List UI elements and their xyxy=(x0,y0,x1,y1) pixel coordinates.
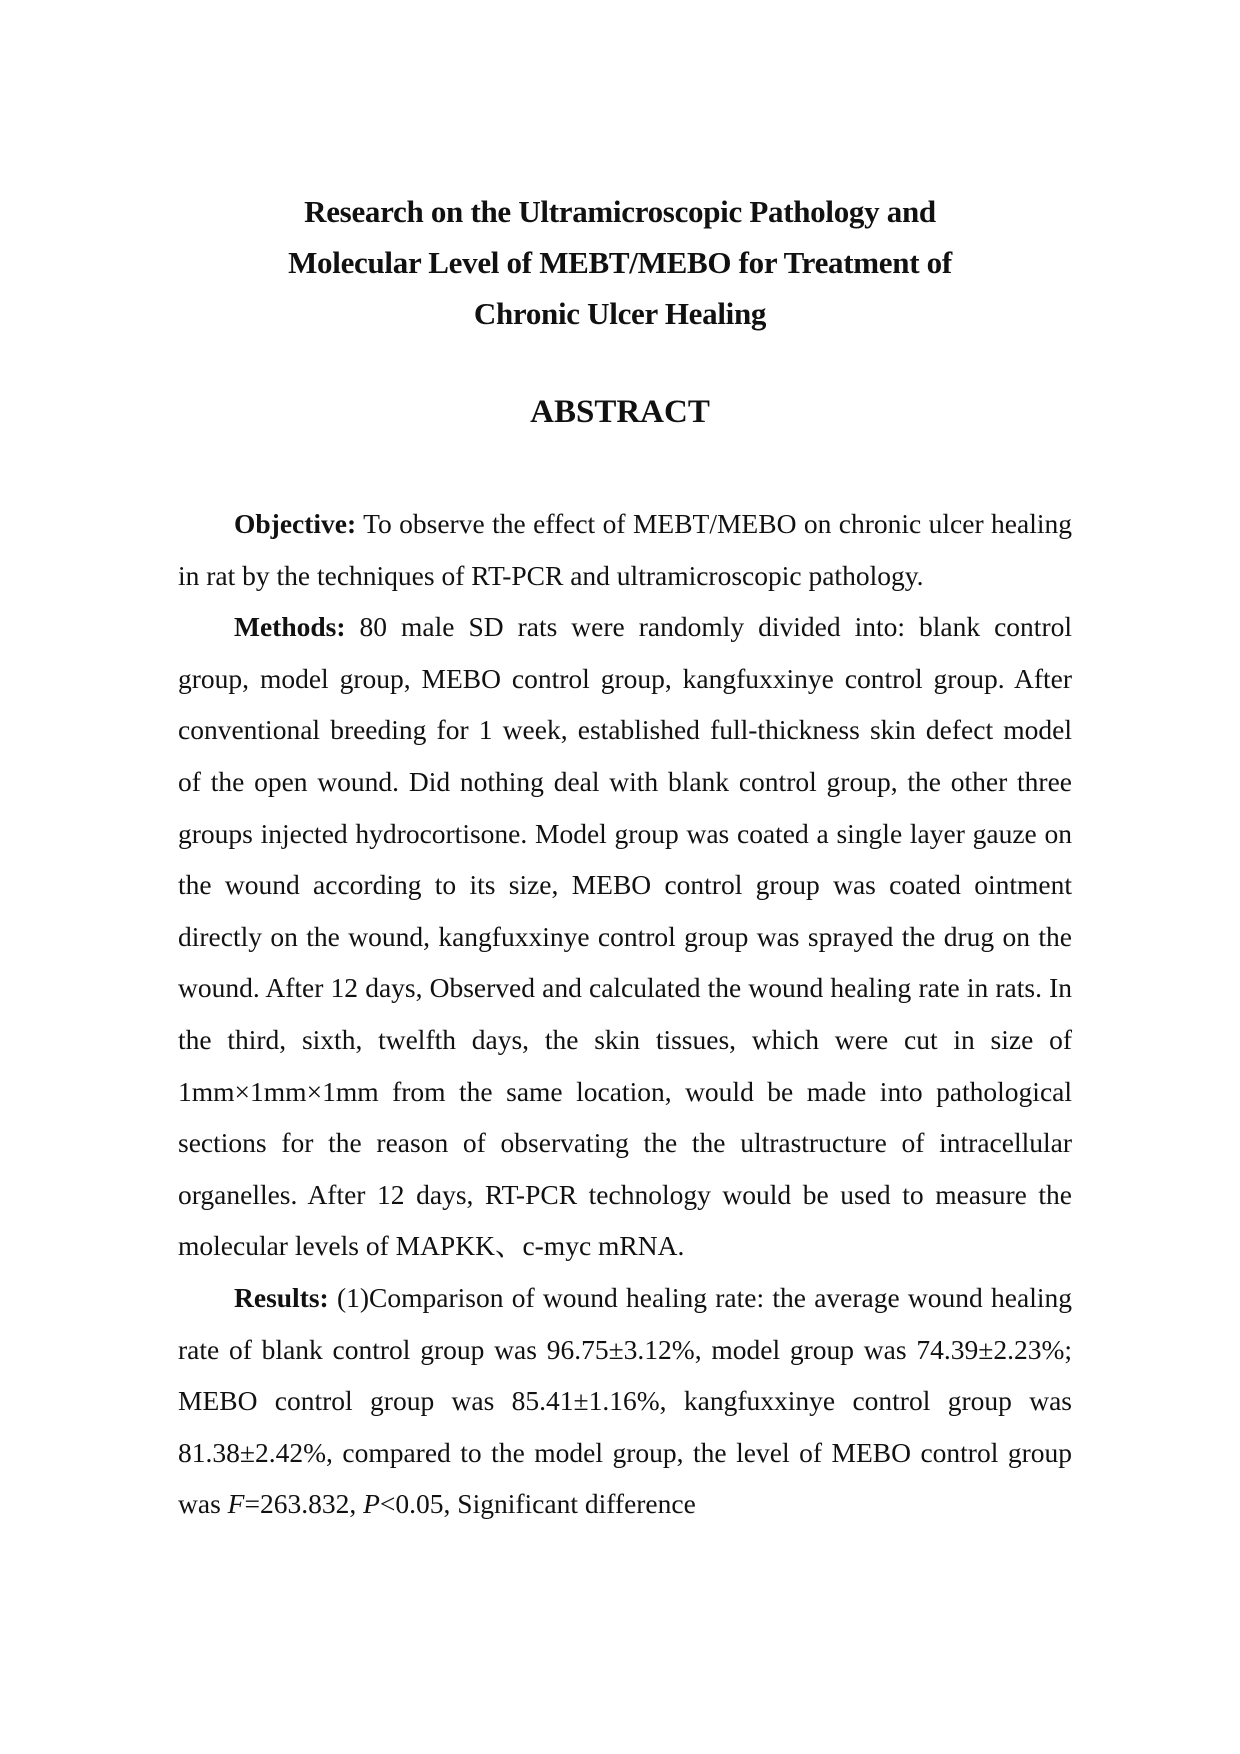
results-text-part1: (1)Comparison of wound healing rate: the average wound healing rate of blank control group was 96.75±3.12%, model group was 74.39±2.23%; MEBO control group was 85.41±1.16%, kangfuxxinye control group was 81.38±2.42%, compared to the model group, the level of MEBO control group was xyxy=(178,1281,1072,1520)
methods-label: Methods: xyxy=(234,611,346,643)
results-text-part3: <0.05, Significant difference xyxy=(379,1488,696,1520)
objective-text: To observe the effect of MEBT/MEBO on chronic ulcer healing in rat by the techniques of RT-PCR and ultramicroscopic pathology. xyxy=(178,508,1072,591)
title-line-1: Research on the Ultramicroscopic Pathology and xyxy=(304,194,936,229)
p-value-symbol: P xyxy=(363,1488,380,1520)
title-line-2: Molecular Level of MEBT/MEBO for Treatment of xyxy=(288,245,952,280)
objective-label: Objective: xyxy=(234,508,357,539)
results-label: Results: xyxy=(234,1281,329,1313)
results-text-part2: =263.832, xyxy=(244,1488,364,1520)
abstract-heading: ABSTRACT xyxy=(530,394,710,430)
methods-paragraph xyxy=(178,601,1072,1272)
f-statistic-symbol: F xyxy=(227,1488,245,1520)
title-line-3: Chronic Ulcer Healing xyxy=(473,296,767,331)
methods-text: 80 male SD rats were randomly divided into: blank control group, model group, MEBO control group, kangfuxxinye control group. After conventional breeding for 1 week, established full-thickness skin defect model of the open wound. Did nothing deal with blank control group, the other three groups injected hydrocortisone. Model group was coated a single layer gauze on the wound according to its size, MEBO control group was coated ointment directly on the wound, kangfuxxinye control group was sprayed the drug on the wound. After 12 days, Observed and calculated the wound healing rate in rats. In the third, sixth, twelfth days, the skin tissues, which were cut in size of 1mm×1mm×1mm from the same location, would be made into pathological sections for the reason of observating the the ultrastructure of intracellular organelles. After 12 days, RT-PCR technology would be used to measure the molecular levels of MAPKK、c-myc mRNA. xyxy=(178,611,1072,1262)
abstract-body xyxy=(178,498,1072,1530)
objective-paragraph xyxy=(178,498,1072,601)
results-paragraph xyxy=(178,1272,1072,1530)
paper-title xyxy=(180,186,1060,339)
